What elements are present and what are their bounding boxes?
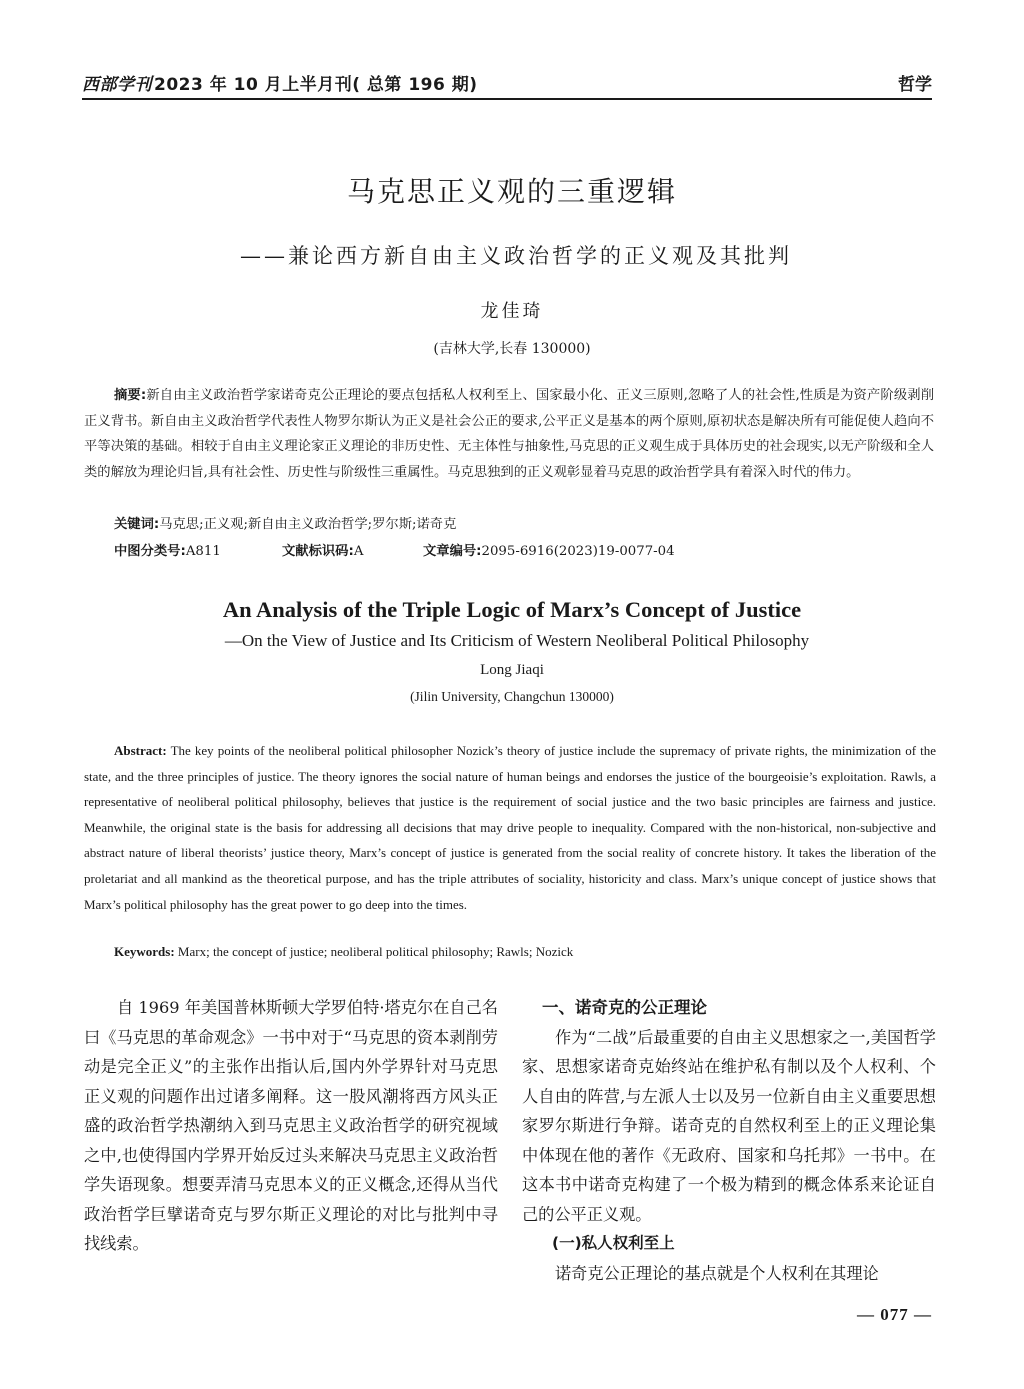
body-column-left <box>84 993 498 1259</box>
abstract-zh-text: 新自由主义政治哲学家诺奇克公正理论的要点包括私人权利至上、国家最小化、正义三原则,忽略了人的社会性,性质是为资产阶级剥削正义背书。新自由主义政治哲学代表性人物罗尔斯认为正义是社会公正的要求,公平正义是基本的两个原则,原初状态是解决所有可能促使人趋向不平等决策的基础。相较于自由主义理论家正义理论的非历史性、无主体性与抽象性,马克思的正义观生成于具体历史的社会现实,以无产阶级和全人类的解放为理论归旨,具有社会性、历史性与阶级性三重属性。马克思独到的正义观彰显着马克思的政治哲学具有着深入时代的伟力。 <box>84 388 934 480</box>
header-journal-issue <box>82 70 478 95</box>
header-rule <box>82 98 932 100</box>
affiliation-en: (Jilin University, Changchun 130000) <box>410 689 614 704</box>
subsection-heading: (一)私人权利至上 <box>552 1234 675 1252</box>
author-en: Long Jiaqi <box>480 662 544 678</box>
clc-label: 中图分类号: <box>114 544 186 559</box>
running-header <box>82 70 932 96</box>
keywords-zh <box>114 513 934 532</box>
abstract-en-text: The key points of the neoliberal political philosopher Nozick’s theory of justice include the supremacy of private rights, the minimization of the state, and the three principles of justice. The theory ignores the social nature of human beings and endorses the justice of the bourgeoisie’s exploitation. Rawls, a representative of neoliberal political philosophy, believes that justice is the requirement of social justice and the two basic principles are fairness and justice. Meanwhile, the original state is the basis for addressing all decisions that may drive people to inequality. Compared with the non-historical, non-subjective and abstract nature of liberal theorists’ justice theory, Marx’s concept of justice is generated from the social reality of concrete history. It takes the liberation of the proletariat and all mankind as the theoretical purpose, and has the triple attributes of sociality, historicity and class. Marx’s unique concept of justice shows that Marx’s political philosophy has the great power to go deep into the times. <box>84 743 937 912</box>
article-no-label: 文章编号: <box>423 544 482 559</box>
article-number <box>423 540 675 559</box>
subtitle-en: —On the View of Justice and Its Criticism of Western Neoliberal Political Philosophy <box>224 631 810 650</box>
abstract-zh <box>84 383 934 485</box>
section-name: 哲学 <box>898 75 932 95</box>
keywords-en-text: Marx; the concept of justice; neoliberal political philosophy; Rawls; Nozick <box>177 944 574 959</box>
body-paragraph-nozick: 作为“二战”后最重要的自由主义思想家之一,美国哲学家、思想家诺奇克始终站在维护私有制以及个人权利、个人自由的阵营,与左派人士以及另一位新自由主义重要思想家罗尔斯进行争辩。诺奇克的自然权利至上的正义理论集中体现在他的著作《无政府、国家和乌托邦》一书中。在这本书中诺奇克构建了一个极为精到的概念体系来论证自己的公平正义观。 <box>522 1027 936 1224</box>
affiliation-zh: (吉林大学,长春 130000) <box>433 341 591 357</box>
clc-number <box>114 540 221 559</box>
title-zh: 马克思正义观的三重逻辑 <box>346 175 677 208</box>
body-paragraph-continued: 诺奇克公正理论的基点就是个人权利在其理论 <box>555 1263 879 1283</box>
body-paragraph-intro: 自 1969 年美国普林斯顿大学罗伯特·塔克尔在自己名曰《马克思的革命观念》一书中对于“马克思的资本剥削劳动是完全正义”的主张作出指认后,国内外学界针对马克思正义观的问题作出过诸多阐释。这一股风潮将西方风头正盛的政治哲学热潮纳入到马克思主义政治哲学的研究视域之中,也使得国内学界开始反过头来解决马克思主义政治哲学失语现象。想要弄清马克思本义的正义概念,还得从当代政治哲学巨擘诺奇克与罗尔斯正义理论的对比与批判中寻找线索。 <box>84 998 498 1253</box>
article-no-value: 2095-6916(2023)19-0077-04 <box>481 544 675 559</box>
abstract-en <box>84 738 936 917</box>
section-heading: 一、诺奇克的公正理论 <box>542 998 707 1017</box>
clc-value: A811 <box>185 544 221 559</box>
keywords-zh-text: 马克思;正义观;新自由主义政治哲学;罗尔斯;诺奇克 <box>159 517 457 532</box>
abstract-zh-label: 摘要: <box>114 388 147 403</box>
abstract-en-label: Abstract: <box>114 743 167 758</box>
keywords-en <box>114 944 936 960</box>
body-column-right <box>522 993 936 1288</box>
document-code <box>282 540 363 559</box>
author-zh: 龙佳琦 <box>480 301 544 322</box>
subtitle-zh: ——兼论西方新自由主义政治哲学的正义观及其批判 <box>240 244 792 268</box>
doc-code-label: 文献标识码: <box>282 544 354 559</box>
page-number: — 077 — <box>857 1305 932 1324</box>
journal-logo: 西部学刊 <box>82 75 152 95</box>
issue-info: 2023 年 10 月上半月刊( 总第 196 期) <box>154 75 478 95</box>
keywords-zh-label: 关键词: <box>114 517 160 532</box>
doc-code-value: A <box>353 544 364 559</box>
keywords-en-label: Keywords: <box>114 944 175 959</box>
title-en: An Analysis of the Triple Logic of Marx’s Concept of Justice <box>222 597 802 622</box>
